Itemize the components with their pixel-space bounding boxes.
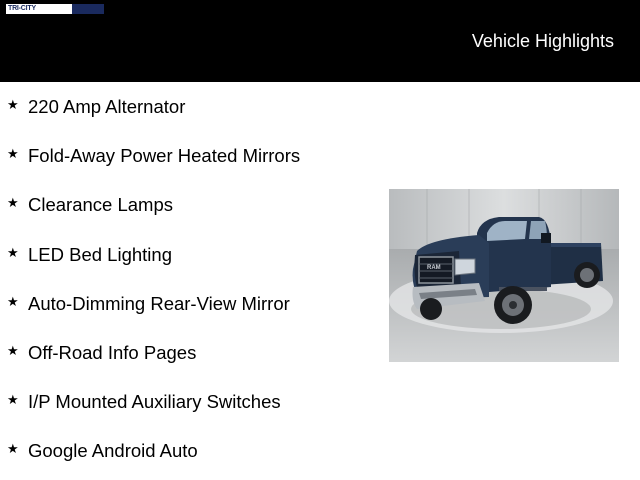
dealer-logo-text: TRI-CITY xyxy=(6,4,72,14)
star-icon: ★ xyxy=(7,342,19,358)
vehicle-photo xyxy=(389,189,619,362)
svg-text:RAM: RAM xyxy=(427,265,441,271)
star-icon: ★ xyxy=(7,392,19,408)
star-icon: ★ xyxy=(7,244,19,260)
page-title: Vehicle Highlights xyxy=(471,31,614,51)
highlight-label: 220 Amp Alternator xyxy=(28,96,186,117)
star-icon: ★ xyxy=(7,441,19,457)
header-bar xyxy=(0,0,640,82)
star-icon: ★ xyxy=(7,146,19,162)
star-icon: ★ xyxy=(7,97,19,112)
highlight-label: I/P Mounted Auxiliary Switches xyxy=(28,391,281,413)
dealer-logo[interactable] xyxy=(6,4,104,14)
highlight-label: Auto-Dimming Rear-View Mirror xyxy=(28,292,290,314)
highlight-label: Fold-Away Power Heated Mirrors xyxy=(28,145,301,167)
highlight-label: Google Android Auto xyxy=(28,440,198,462)
star-icon: ★ xyxy=(7,293,19,309)
dealer-logo-contact xyxy=(72,4,104,14)
star-icon: ★ xyxy=(7,195,19,211)
highlight-label: LED Bed Lighting xyxy=(28,243,172,265)
highlight-label: Clearance Lamps xyxy=(28,194,173,216)
highlight-label: Off-Road Info Pages xyxy=(28,341,197,363)
